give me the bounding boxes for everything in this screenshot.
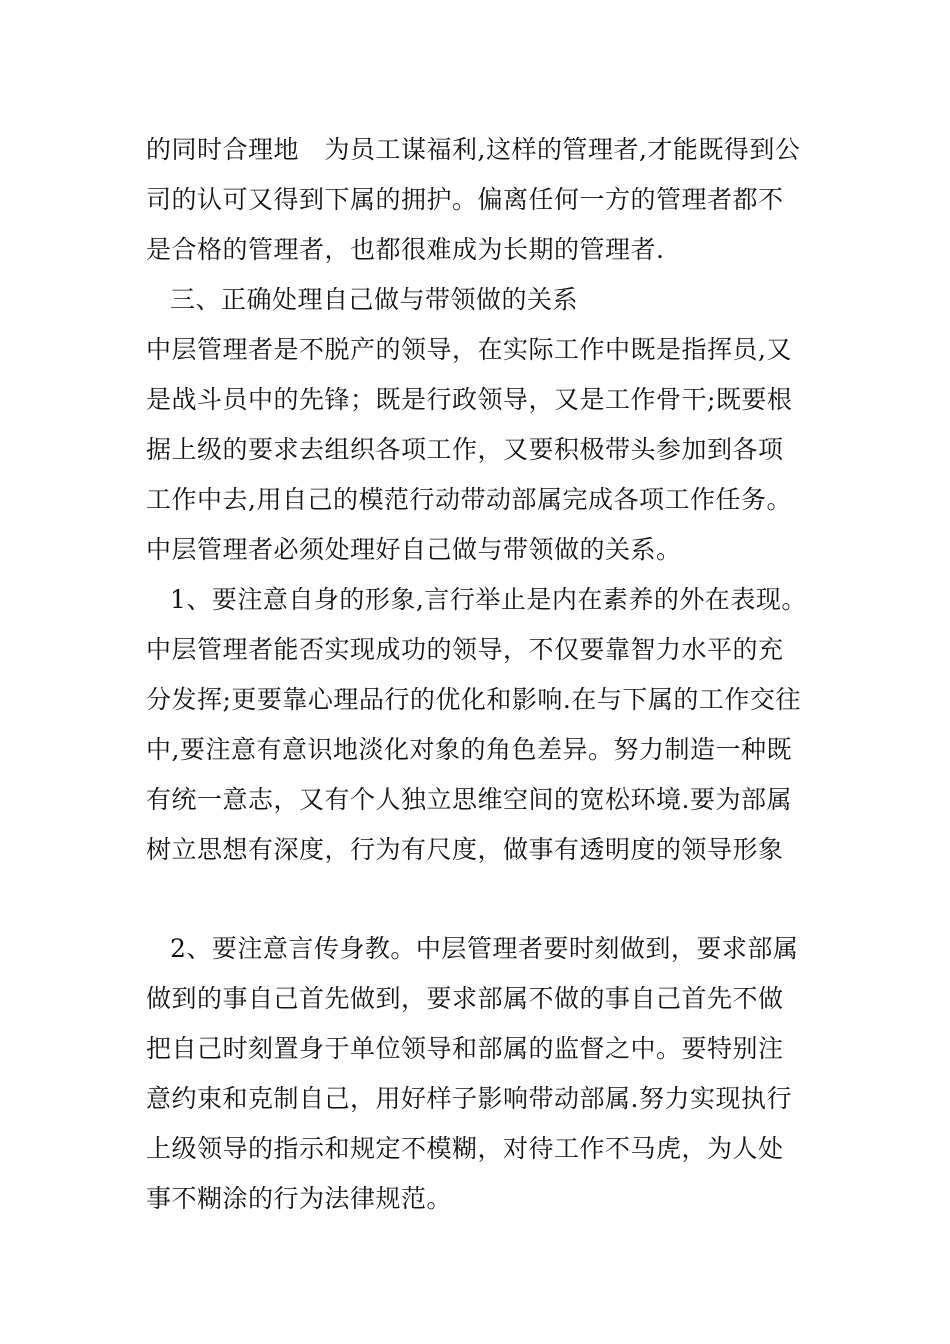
list-item-heading: 2、要注意言传身教。中层管理者要时刻做到，要求部属 xyxy=(170,934,799,963)
text-line: 工作中去,用自己的模范行动带动部属完成各项工作任务。 xyxy=(146,485,792,514)
text-line: 中层管理者必须处理好自己做与带领做的关系。 xyxy=(146,535,682,564)
text-line: 司的认可又得到下属的拥护。偏离任何一方的管理者都不 xyxy=(146,185,784,214)
text-line: 分发挥;更要靠心理品行的优化和影响.在与下属的工作交往 xyxy=(146,685,801,714)
text-line: 是战斗员中的先锋；既是行政领导，又是工作骨干;既要根 xyxy=(146,385,793,414)
text-line: 事不糊涂的行为法律规范。 xyxy=(146,1184,453,1213)
text-line: 中,要注意有意识地淡化对象的角色差异。努力制造一种既 xyxy=(146,735,792,764)
text-line: 据上级的要求去组织各项工作，又要积极带头参加到各项 xyxy=(146,435,784,464)
text-line: 树立思想有深度，行为有尺度，做事有透明度的领导形象 xyxy=(146,835,784,864)
text-line: 把自己时刻置身于单位领导和部属的监督之中。要特别注 xyxy=(146,1034,784,1063)
text-line: 的同时合理地 为员工谋福利,这样的管理者,才能既得到公 xyxy=(146,135,801,164)
text-line: 意约束和克制自己，用好样子影响带动部属.努力实现执行 xyxy=(146,1084,792,1113)
text-line: 中层管理者是不脱产的领导，在实际工作中既是指挥员,又 xyxy=(146,335,792,364)
text-line: 上级领导的指示和规定不模糊，对待工作不马虎，为人处 xyxy=(146,1134,784,1163)
list-item-heading: 1、要注意自身的形象,言行举止是内在素养的外在表现。 xyxy=(170,585,807,614)
text-line: 是合格的管理者，也都很难成为长期的管理者. xyxy=(146,235,665,264)
text-line: 中层管理者能否实现成功的领导，不仅要靠智力水平的充 xyxy=(146,635,784,664)
text-line: 做到的事自己首先做到，要求部属不做的事自己首先不做 xyxy=(146,984,784,1013)
text-line: 有统一意志，又有个人独立思维空间的宽松环境.要为部属 xyxy=(146,785,792,814)
section-heading: 三、正确处理自己做与带领做的关系 xyxy=(170,285,579,314)
